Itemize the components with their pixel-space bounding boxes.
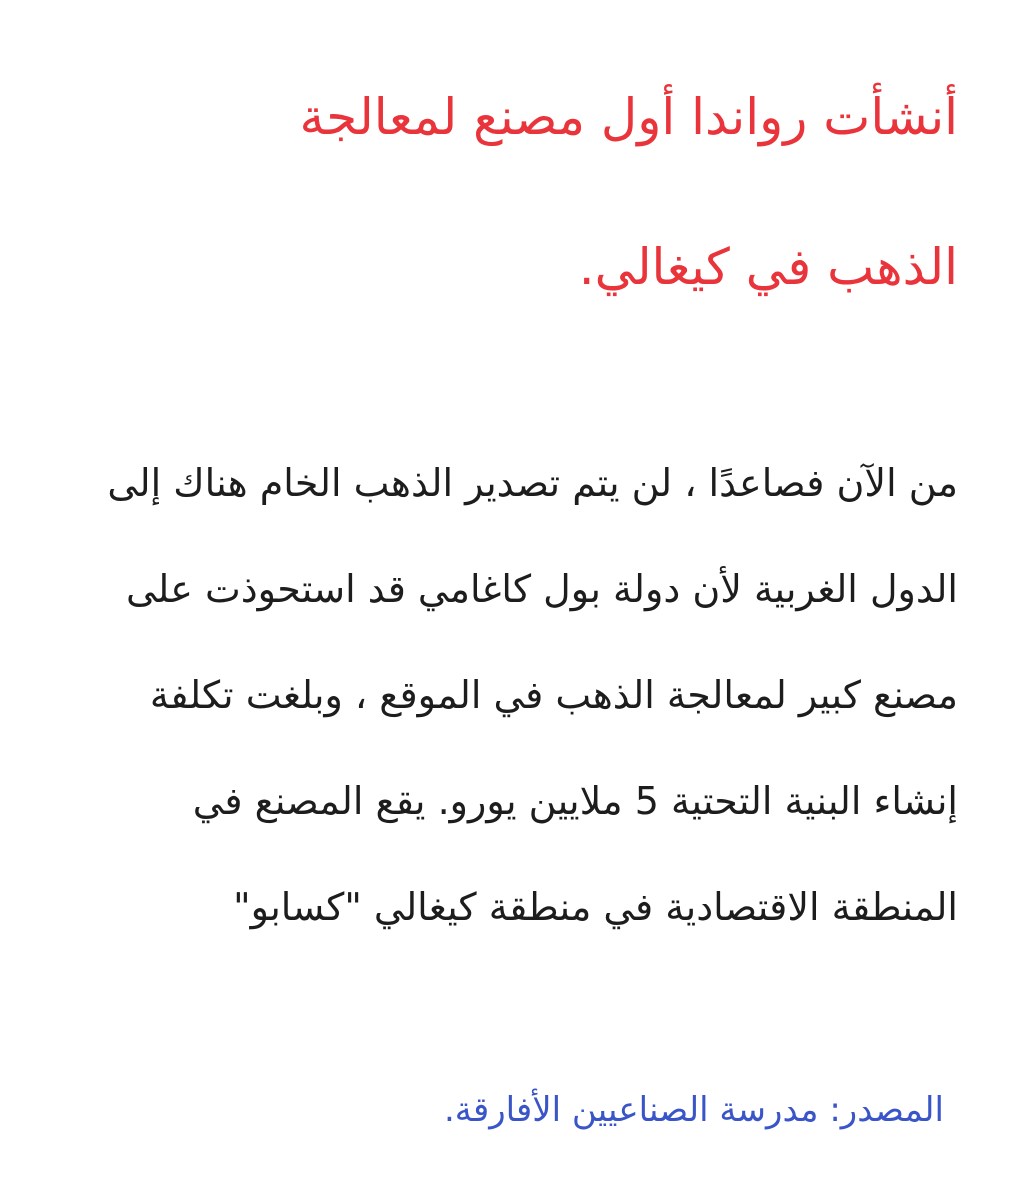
- headline-line-1: أنشأت رواندا أول مصنع لمعالجة: [299, 88, 958, 146]
- body-line-4: إنشاء البنية التحتية 5 ملايين يورو. يقع المصنع في: [192, 779, 958, 823]
- body-line-5: المنطقة الاقتصادية في منطقة كيغالي "كسابو": [233, 885, 958, 929]
- headline-line-2: الذهب في كيغالي.: [578, 238, 958, 296]
- source-link[interactable]: المصدر: مدرسة الصناعيين الأفارقة.: [443, 1090, 944, 1130]
- body-line-2: الدول الغربية لأن دولة بول كاغامي قد استحوذت على: [125, 567, 958, 611]
- body-line-1: من الآن فصاعدًا ، لن يتم تصدير الذهب الخام هناك إلى: [107, 461, 958, 505]
- body-line-3: مصنع كبير لمعالجة الذهب في الموقع ، وبلغت تكلفة: [149, 673, 958, 717]
- article-body: [46, 430, 958, 960]
- article-headline: [60, 42, 958, 342]
